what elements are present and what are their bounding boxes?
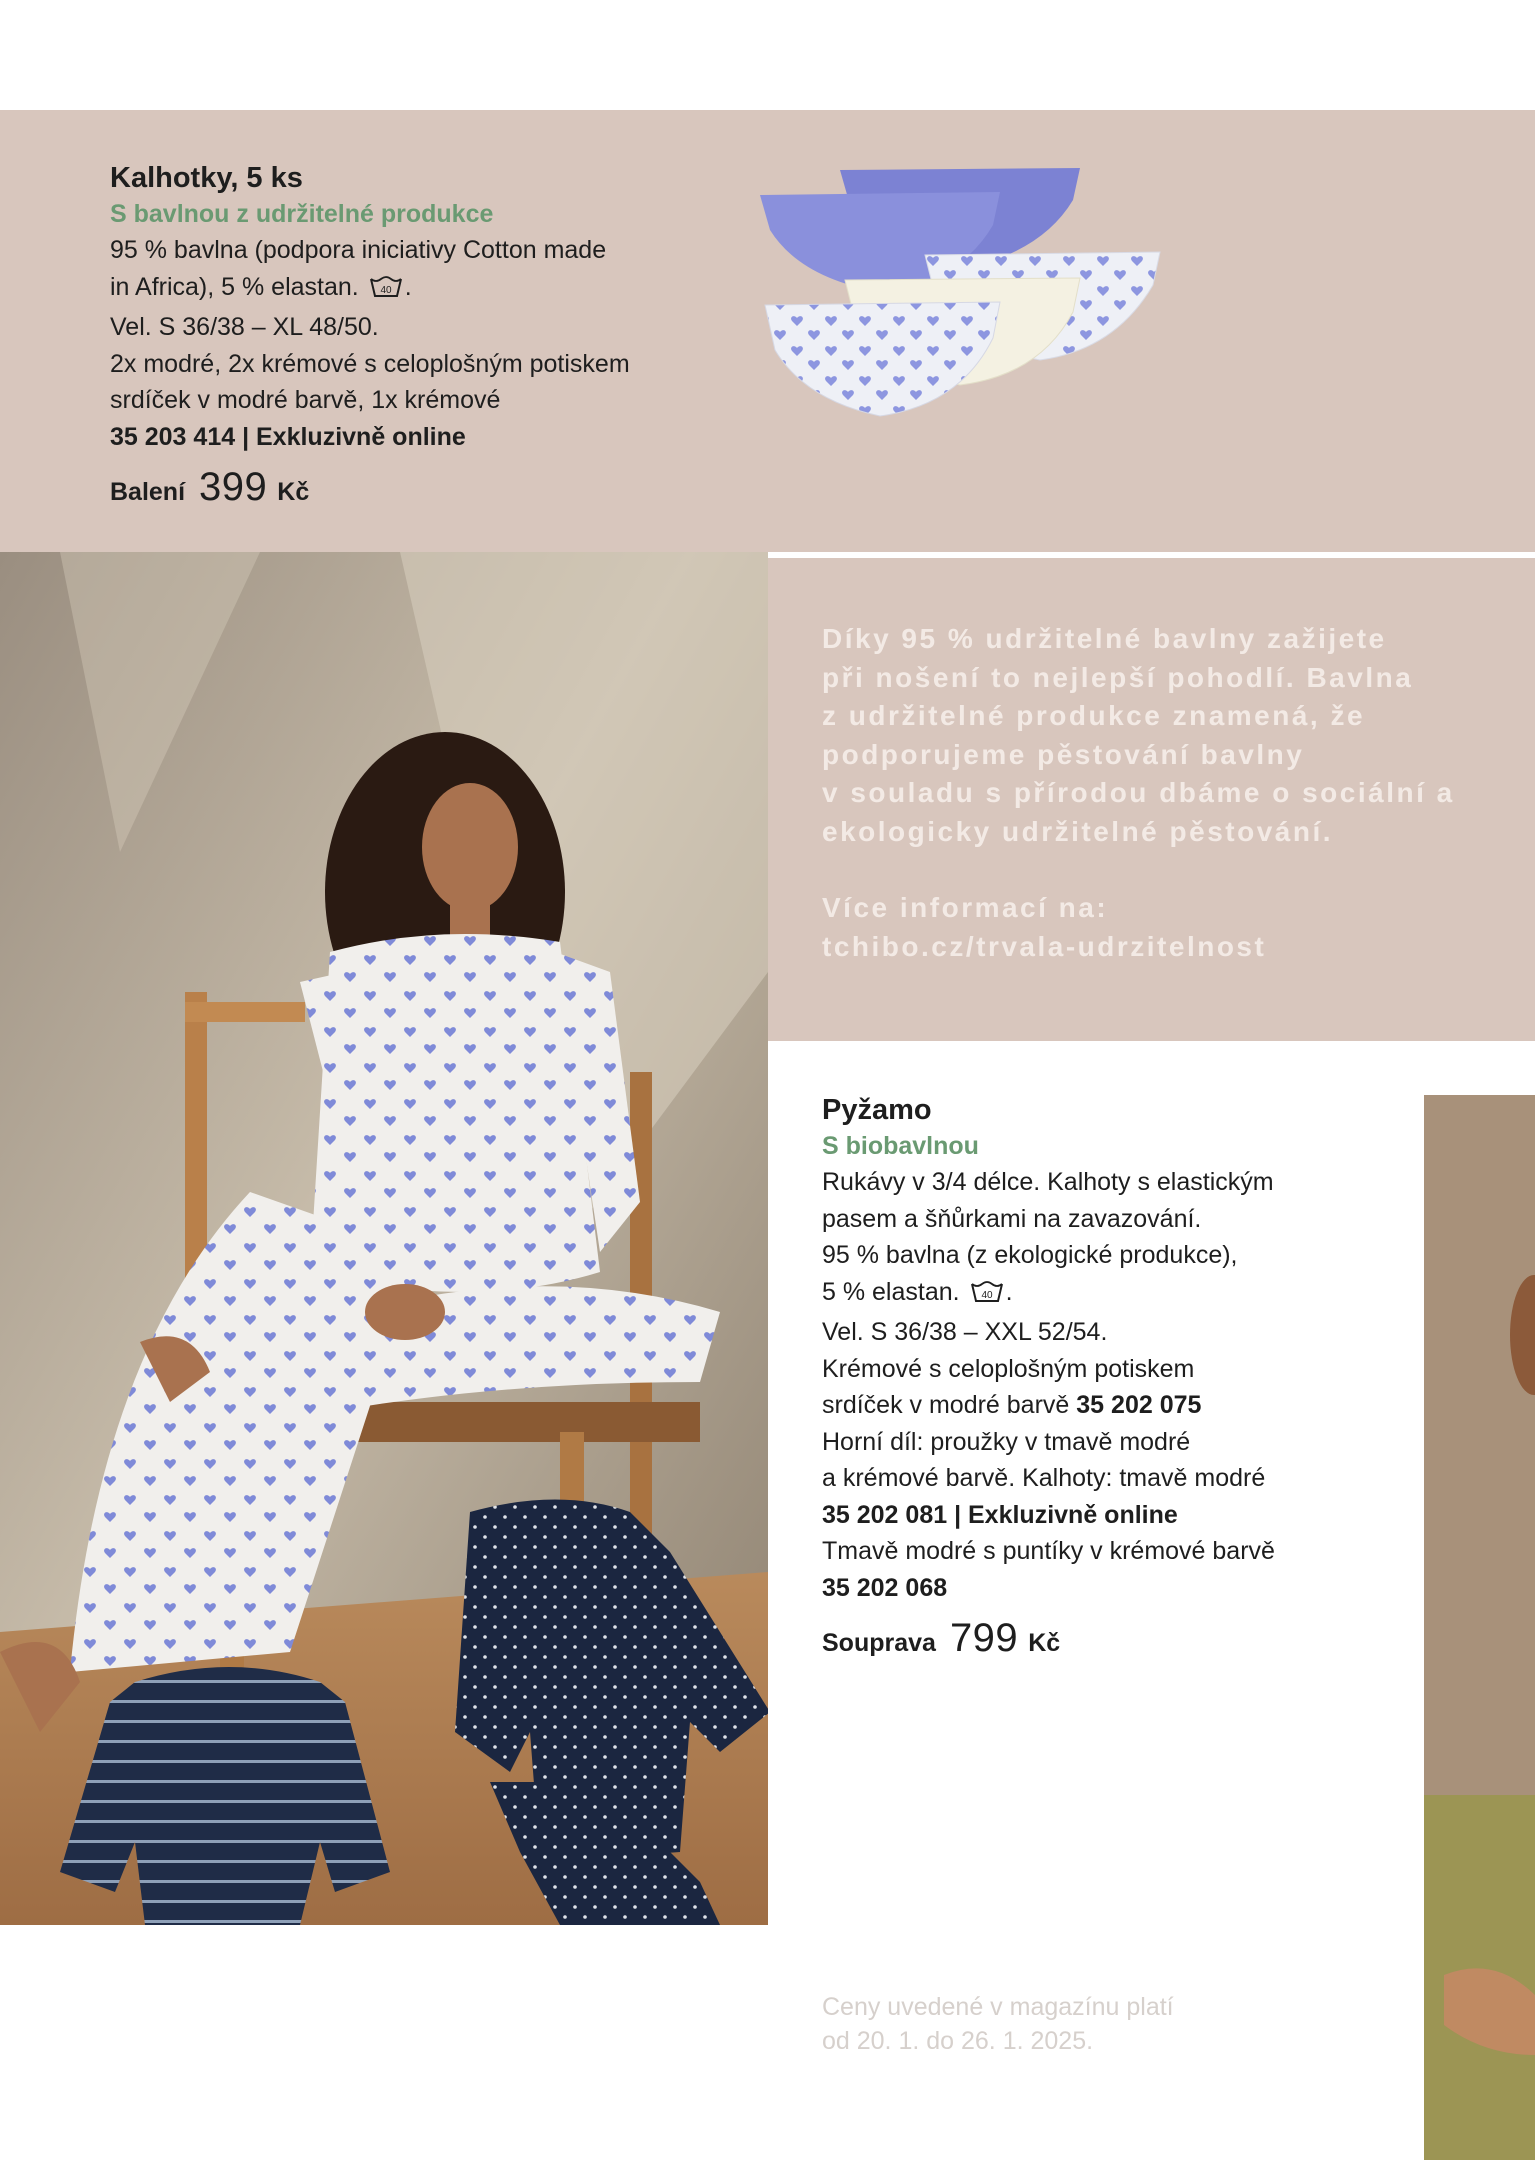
panties-price [110, 465, 730, 510]
more-info-link[interactable]: tchibo.cz/trvala-udrzitelnost [822, 930, 1267, 962]
panties-title: Kalhotky, 5 ks [110, 162, 303, 194]
panties-colors-line2: srdíček v modré barvě, 1x krémové [110, 386, 501, 414]
variant-cream-code: 35 202 075 [1076, 1391, 1202, 1419]
variant-cream-line2: srdíček v modré barvě 35 202 075 [822, 1391, 1202, 1419]
info-line: při nošení to nejlepší pohodlí. Bavlna [822, 661, 1414, 693]
bedroom-photo-crop [1424, 1095, 1535, 2160]
wash-40-icon [369, 273, 403, 310]
price-label: Souprava [822, 1629, 936, 1657]
variant-striped-line2: a krémové barvě. Kalhoty: tmavě modré [822, 1464, 1266, 1492]
price-value: 399 [199, 465, 268, 509]
svg-text:40: 40 [981, 1289, 993, 1301]
wash-40-icon [970, 1278, 1004, 1315]
pyjama-material-elastan: 5 % elastan. 40 . [822, 1274, 1382, 1315]
pyjama-text-block [822, 1092, 1382, 1661]
pyjama-material: 95 % bavlna (z ekologické produkce), [822, 1241, 1238, 1269]
sustainability-text [822, 620, 1455, 966]
panties-material-line1: 95 % bavlna (podpora iniciativy Cotton made [110, 236, 607, 264]
info-line: Díky 95 % udržitelné bavlny zažijete [822, 623, 1387, 654]
price-currency: Kč [277, 478, 310, 506]
pyjama-title: Pyžamo [822, 1094, 932, 1126]
validity-line2: od 20. 1. do 26. 1. 2025. [822, 2027, 1094, 2055]
info-line: ekologicky udržitelné pěstování. [822, 815, 1334, 847]
panties-product-code: 35 203 414 | Exkluzivně online [110, 422, 466, 451]
pyjama-price [822, 1616, 1382, 1661]
pyjama-sizes: Vel. S 36/38 – XXL 52/54. [822, 1318, 1108, 1346]
price-label: Balení [110, 478, 186, 506]
more-info-label: Více informací na: [822, 892, 1109, 923]
panties-subtitle: S bavlnou z udržitelné produkce [110, 200, 494, 228]
panties-colors-line1: 2x modré, 2x krémové s celoplošným potiskem [110, 349, 630, 378]
variant-striped-code: 35 202 081 | Exkluzivně online [822, 1500, 1178, 1529]
panties-text-block [110, 160, 730, 510]
sustainability-info-panel [768, 558, 1535, 1041]
pyjama-subtitle: S biobavlnou [822, 1132, 979, 1160]
variant-striped-line1: Horní díl: proužky v tmavě modré [822, 1427, 1191, 1456]
price-currency: Kč [1028, 1629, 1061, 1657]
panties-material-line2: in Africa), 5 % elastan. 40 . [110, 269, 730, 310]
pyjama-desc-line: Rukávy v 3/4 délce. Kalhoty s elastickým [822, 1168, 1274, 1196]
info-line: podporujeme pěstování bavlny [822, 738, 1305, 770]
info-line: v souladu s přírodou dbáme o sociální a [822, 777, 1455, 808]
variant-dotted-code: 35 202 068 [822, 1573, 948, 1602]
panties-product-image [755, 160, 1165, 460]
panties-sizes: Vel. S 36/38 – XL 48/50. [110, 313, 379, 341]
svg-text:40: 40 [380, 284, 392, 296]
price-validity-note [822, 1990, 1174, 2058]
price-value: 799 [949, 1616, 1019, 1660]
variant-cream-line1: Krémové s celoplošným potiskem [822, 1354, 1195, 1383]
pyjama-lifestyle-photo [0, 552, 768, 1925]
validity-line1: Ceny uvedené v magazínu platí [822, 1993, 1174, 2021]
pyjama-desc-line: pasem a šňůrkami na zavazování. [822, 1204, 1202, 1233]
info-line: z udržitelné produkce znamená, že [822, 700, 1366, 731]
variant-dotted-line1: Tmavě modré s puntíky v krémové barvě [822, 1537, 1275, 1565]
